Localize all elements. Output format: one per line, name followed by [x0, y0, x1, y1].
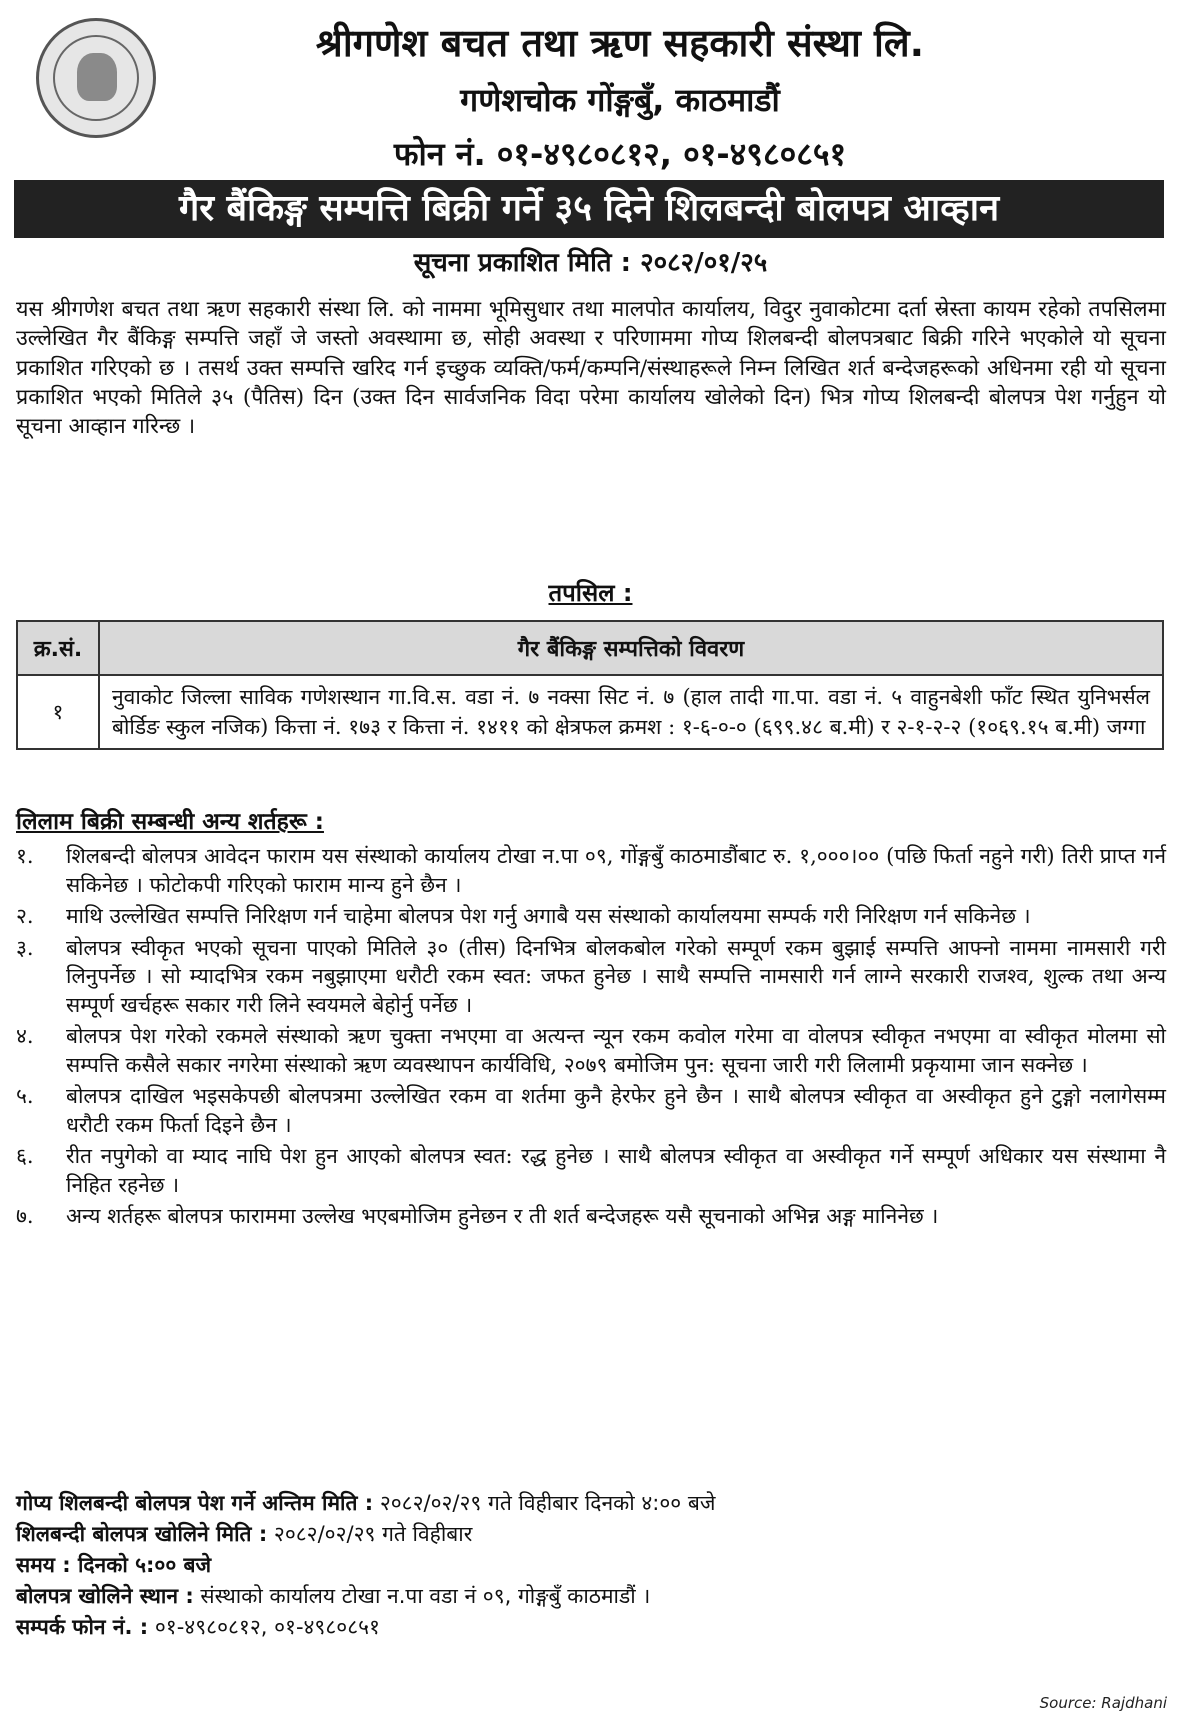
- term-text: रीत नपुगेको वा म्याद नाघि पेश हुन आएको बोलपत्र स्वत: रद्ध हुनेछ । साथै बोलपत्र स्वीकृत वा अस्वीकृत गर्ने सम्पूर्ण अधिकार यस संस्थामा नै निहित रहनेछ ।: [66, 1144, 1166, 1197]
- organization-phone: फोन नं. ०१-४९८०८१२, ०१-४९८०८५१: [393, 135, 847, 173]
- term-number: ३.: [16, 935, 34, 960]
- asset-description-header: गैर बैंकिङ्ग सम्पत्तिको विवरण: [99, 621, 1163, 675]
- term-text: बोलपत्र पेश गरेको रकमले संस्थाको ऋण चुक्ता नभएमा वा अत्यन्त न्यून रकम कवोल गरेमा वा वोलपत्र स्वीकृत नभएमा वा स्वीकृत मोलमा सो सम्पत्ति कसैले सकार नगरेमा संस्थाको ऋण व्यवस्थापन कार्यविधि, २०७९ बमोजिम पुन: सूचना जारी गरी लिलामी प्रकृयामा जान सक्नेछ ।: [66, 1024, 1166, 1077]
- terms-title: लिलाम बिक्री सम्बन्धी अन्य शर्तहरू :: [16, 809, 324, 835]
- term-number: ६.: [16, 1144, 34, 1168]
- notice-header: [0, 0, 1181, 180]
- table-row: [17, 675, 1163, 749]
- term-item: [16, 1022, 1166, 1079]
- intro-paragraph: यस श्रीगणेश बचत तथा ऋण सहकारी संस्था लि. को नाममा भूमिसुधार तथा मालपोत कार्यालय, विदुर नुवाकोटमा दर्ता स्रेस्ता कायम रहेको तपसिलमा उल्लेखित गैर बैंकिङ्ग सम्पत्ति जहाँ जे जस्तो अवस्थामा छ, सोही अवस्था र परिणाममा गोप्य शिलबन्दी बोलपत्रबाट बिक्री गरिने भएकोले यो सूचना प्रकाशित गरिएको छ । तसर्थ उक्त सम्पत्ति खरिद गर्न इच्छुक व्यक्ति/फर्म/कम्पनि/संस्थाहरूले निम्न लिखित शर्त बन्देजहरूको अधिनमा रही यो सूचना प्रकाशित भएको मितिले ३५ (पैतिस) दिन (उक्त दिन सार्वजनिक विदा परेमा कार्यालय खोलेको दिन) भित्र गोप्य शिलबन्दी बोलपत्र पेश गर्नुहुन यो सूचना आव्हान गरिन्छ ।: [16, 297, 1166, 440]
- term-number: ७.: [16, 1204, 34, 1228]
- organization-name: श्रीगणेश बचत तथा ऋण सहकारी संस्था लि.: [315, 21, 925, 65]
- serial-number-cell: १: [17, 675, 99, 749]
- term-number: ४.: [16, 1024, 34, 1048]
- schedule-title: तपसिल :: [548, 579, 633, 607]
- opening-date-value: २०८२/०२/२९ गते विहीबार: [273, 1522, 473, 1546]
- opening-place-label: बोलपत्र खोलिने स्थान :: [16, 1584, 194, 1608]
- opening-place: [16, 1581, 1166, 1612]
- term-item: [16, 934, 1166, 1020]
- contact-phone-label: सम्पर्क फोन नं. :: [16, 1615, 149, 1639]
- terms-list: [16, 842, 1166, 1234]
- term-item: [16, 1142, 1166, 1199]
- asset-table-header-row: [17, 621, 1163, 675]
- notice-title-banner: गैर बैंकिङ्ग सम्पत्ति बिक्री गर्ने ३५ दिने शिलबन्दी बोलपत्र आव्हान: [14, 180, 1164, 238]
- organization-address: गणेशचोक गोंङ्गबुँ, काठमाडौं: [460, 81, 780, 119]
- term-item: [16, 1082, 1166, 1139]
- asset-table: [16, 620, 1164, 750]
- contact-phone: [16, 1612, 1166, 1643]
- term-number: २.: [16, 904, 34, 928]
- opening-place-value: संस्थाको कार्यालय टोखा न.पा वडा नं ०९, गोङ्गबुँ काठमाडौं ।: [200, 1584, 651, 1608]
- term-text: शिलबन्दी बोलपत्र आवेदन फाराम यस संस्थाको कार्यालय टोखा न.पा ०९, गोंङ्गबुँ काठमाडौंबाट रु. १,०००।०० (पछि फिर्ता नहुने गरी) तिरी प्राप्त गर्न सकिनेछ । फोटोकपी गरिएको फाराम मान्य हुने छैन ।: [66, 844, 1166, 897]
- term-item: [16, 842, 1166, 899]
- organization-seal-icon: [36, 18, 156, 138]
- submission-deadline-value: २०८२/०२/२९ गते विहीबार दिनको ४:०० बजे: [379, 1491, 716, 1515]
- contact-phone-value: ०१-४९८०८१२, ०१-४९८०८५१: [154, 1615, 380, 1639]
- submission-deadline-label: गोप्य शिलबन्दी बोलपत्र पेश गर्ने अन्तिम मिति :: [16, 1491, 374, 1515]
- term-text: माथि उल्लेखित सम्पत्ति निरिक्षण गर्न चाहेमा बोलपत्र पेश गर्नु अगाबै यस संस्थाको कार्यालयमा सम्पर्क गरी निरिक्षण गर्न सकिनेछ ।: [66, 904, 1031, 928]
- term-item: [16, 1202, 1166, 1231]
- asset-description-cell: नुवाकोट जिल्ला साविक गणेशस्थान गा.वि.स. वडा नं. ७ नक्सा सिट नं. ७ (हाल तादी गा.पा. वडा नं. ५ वाहुनबेशी फाँट स्थित युनिभर्सल बोर्डिङ स्कुल नजिक) कित्ता नं. १७३ र कित्ता नं. १४११ को क्षेत्रफल क्रमश : १-६-०-० (६९९.४८ ब.मी) र २-१-२-२ (१०६९.१५ ब.मी) जग्गा: [99, 675, 1163, 749]
- opening-time: समय : दिनको ५:०० बजे: [16, 1553, 212, 1577]
- term-text: बोलपत्र स्वीकृत भएको सूचना पाएको मितिले ३० (तीस) दिनभित्र बोलकबोल गरेको सम्पूर्ण रकम बुझाई सम्पत्ति आफ्नो नाममा नामसारी गरी लिनुपर्नेछ । सो म्यादभित्र रकम नबुझाएमा धरौटी रकम स्वत: जफत हुनेछ । साथै सम्पत्ति नामसारी गर्न लाग्ने सरकारी राजश्व, शुल्क तथा अन्य सम्पूर्ण खर्चहरू सकार गरी लिने स्वयमले बेहोर्नु पर्नेछ ।: [66, 935, 1166, 1017]
- submission-deadline: [16, 1488, 1166, 1519]
- serial-number-header: क्र.सं.: [17, 621, 99, 675]
- term-number: १.: [16, 844, 34, 868]
- published-date: सूचना प्रकाशित मिति : २०८२/०१/२५: [413, 248, 768, 278]
- opening-date: [16, 1519, 1166, 1550]
- term-text: अन्य शर्तहरू बोलपत्र फाराममा उल्लेख भएबमोजिम हुनेछन र ती शर्त बन्देजहरू यसै सूचनाको अभिन्न अङ्ग मानिनेछ ।: [66, 1204, 939, 1228]
- term-item: [16, 902, 1166, 931]
- opening-date-label: शिलबन्दी बोलपत्र खोलिने मिति :: [16, 1522, 268, 1546]
- term-number: ५.: [16, 1084, 34, 1108]
- source-credit: Source: Rajdhani: [1039, 1694, 1167, 1712]
- term-text: बोलपत्र दाखिल भइसकेपछी बोलपत्रमा उल्लेखित रकम वा शर्तमा कुनै हेरफेर हुने छैन । साथै बोलपत्र स्वीकृत वा अस्वीकृत हुने टुङ्गो नलागेसम्म धरौटी रकम फिर्ता दिइने छैन ।: [66, 1084, 1166, 1137]
- notice-footer: [16, 1488, 1166, 1643]
